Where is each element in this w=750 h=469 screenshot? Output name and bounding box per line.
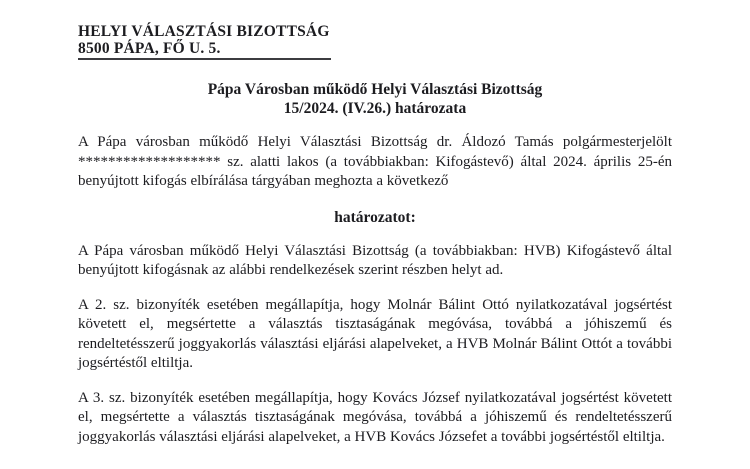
body-paragraph-1: A Pápa városban működő Helyi Választási Bizottság (a továbbiakban: HVB) Kifogástevő által benyújtott kifogásnak az alábbi rendelkezések szerint részben helyt ad. bbox=[78, 242, 672, 278]
body-paragraph-2: A 2. sz. bizonyíték esetében megállapítja, hogy Molnár Bálint Ottó nyilatkozatával jogsértést követett el, megsértette a választás tisztaságának megóvása, továbbá a jóhiszemű és rendeltetésszerű joggyakorlás választási eljárási alapelveket, a HVB Molnár Bálint Ottót a további jogsértéstől eltiltja. bbox=[78, 296, 672, 371]
document-title-line1: Pápa Városban működő Helyi Választási Bizottság bbox=[207, 81, 543, 98]
body-paragraph-3: A 3. sz. bizonyíték esetében megállapítja, hogy Kovács József nyilatkozatával jogsértést követett el, megsértette a választás tisztaságának megóvása, továbbá a jóhiszemű és rendeltetésszerű joggyakorlás választási eljárási alapelveket, a HVB Kovács Józsefet a további jogsértéstől eltiltja. bbox=[78, 389, 672, 445]
org-address: 8500 PÁPA, FŐ U. 5. bbox=[78, 40, 221, 57]
document-title-line2: 15/2024. (IV.26.) határozata bbox=[283, 100, 467, 117]
org-address-underline bbox=[78, 40, 331, 60]
intro-paragraph: A Pápa városban működő Helyi Választási Bizottság dr. Áldozó Tamás polgármesterjelölt ******************* sz. alatti lakos (a továbbiakban: Kifogástevő) által 2024. április 25-én benyújtott kifogás elbírálása tárgyában meghozta a következő bbox=[78, 134, 672, 189]
decision-heading: határozatot: bbox=[334, 208, 416, 226]
org-name: HELYI VÁLASZTÁSI BIZOTTSÁG bbox=[78, 23, 330, 40]
letterhead bbox=[78, 23, 672, 60]
document-title bbox=[78, 80, 672, 118]
